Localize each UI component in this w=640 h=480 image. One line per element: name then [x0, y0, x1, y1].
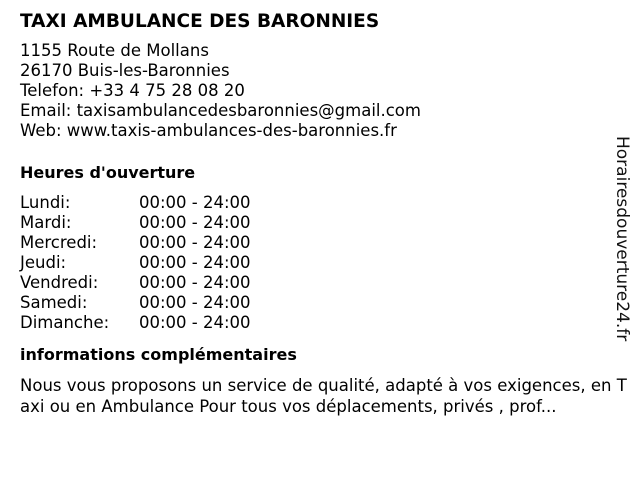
hours-row-sunday [20, 313, 620, 333]
day-label: Samedi: [20, 293, 88, 312]
day-label: Vendredi: [20, 273, 99, 292]
opening-hours-table [20, 193, 620, 333]
phone-line: Telefon: +33 4 75 28 08 20 [20, 81, 245, 100]
time-range: 00:00 - 24:00 [139, 253, 251, 272]
opening-hours-heading: Heures d'ouverture [20, 163, 196, 182]
day-label: Jeudi: [20, 253, 67, 272]
hours-row-tuesday [20, 213, 620, 233]
hours-row-wednesday [20, 233, 620, 253]
website-line: Web: www.taxis-ambulances-des-baronnies.fr [20, 121, 397, 140]
hours-row-monday [20, 193, 620, 213]
additional-info-text: Nous vous proposons un service de qualité, adapté à vos exigences, en Taxi ou en Ambulance Pour tous vos déplacements, privés , prof... [20, 376, 627, 416]
contact-block [20, 41, 620, 141]
time-range: 00:00 - 24:00 [139, 213, 251, 232]
time-range: 00:00 - 24:00 [139, 273, 251, 292]
time-range: 00:00 - 24:00 [139, 233, 251, 252]
address-line-2: 26170 Buis-les-Baronnies [20, 61, 230, 80]
hours-row-friday [20, 273, 620, 293]
business-name: TAXI AMBULANCE DES BARONNIES [20, 11, 380, 32]
address-line-1: 1155 Route de Mollans [20, 41, 209, 60]
day-label: Lundi: [20, 193, 71, 212]
day-label: Mercredi: [20, 233, 98, 252]
time-range: 00:00 - 24:00 [139, 313, 251, 332]
site-watermark: Horairesdouverture24.fr [612, 136, 632, 342]
additional-info-heading: informations complémentaires [20, 345, 297, 364]
time-range: 00:00 - 24:00 [139, 293, 251, 312]
day-label: Dimanche: [20, 313, 110, 332]
day-label: Mardi: [20, 213, 72, 232]
time-range: 00:00 - 24:00 [139, 193, 251, 212]
hours-row-thursday [20, 253, 620, 273]
hours-row-saturday [20, 293, 620, 313]
email-line: Email: taxisambulancedesbaronnies@gmail.com [20, 101, 421, 120]
